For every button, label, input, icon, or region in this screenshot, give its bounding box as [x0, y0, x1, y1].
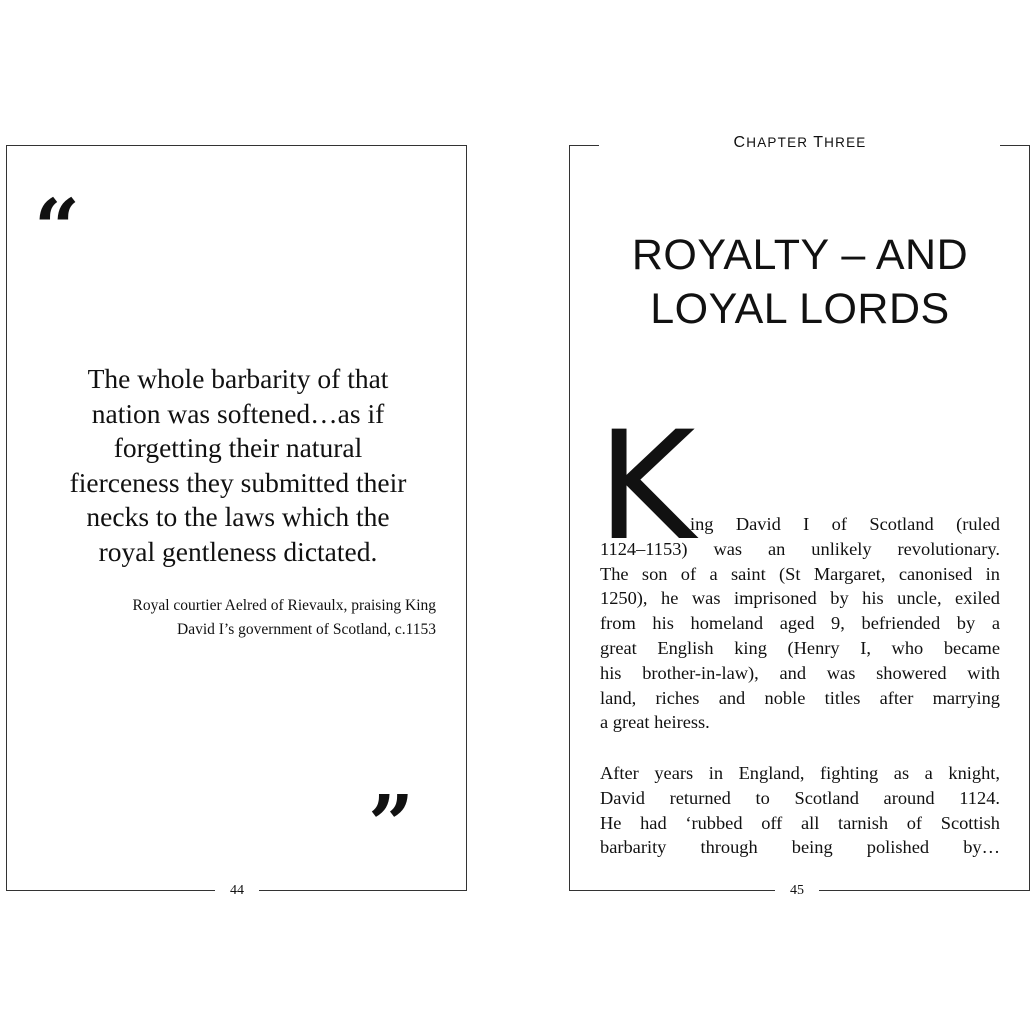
close-quote-mark: ”: [368, 777, 415, 871]
chapter-title: [570, 228, 1030, 336]
open-quote-mark: “: [34, 181, 81, 275]
running-head-word: HAPTER: [746, 135, 809, 150]
body-line: After years in England, fighting as a knight,: [600, 763, 1000, 783]
body-line: great English king (Henry I, who became: [600, 637, 1000, 658]
body-line: David returned to Scotland around 1124.: [600, 787, 1000, 808]
page-number-right: 45: [775, 881, 819, 901]
running-head: [600, 133, 1000, 153]
body-line: He had ‘rubbed off all tarnish of Scottish: [600, 812, 1000, 833]
body-line: 1250), he was imprisoned by his uncle, exiled: [600, 588, 1000, 609]
attribution-line: Royal courtier Aelred of Rievaulx, praising King: [132, 597, 436, 614]
page-border-top-left-segment: [569, 145, 599, 146]
quote-line: The whole barbarity of that: [87, 363, 389, 394]
body-line: a great heiress.: [600, 712, 710, 733]
body-line: ing David I of Scotland (ruled: [690, 514, 1000, 534]
body-line: from his homeland aged 9, befriended by a: [600, 613, 1000, 634]
quote-text: [22, 362, 454, 569]
page-border-top-right-segment: [1000, 145, 1030, 146]
quote-line: fierceness they submitted their: [69, 466, 407, 498]
chapter-title-line: ROYALTY – AND: [631, 231, 969, 279]
running-head-word: HREE: [824, 135, 867, 150]
body-line: 1124–1153) was an unlikely revolutionary.: [600, 538, 1000, 559]
chapter-title-line: LOYAL LORDS: [650, 285, 950, 333]
body-line: The son of a saint (St Margaret, canonised in: [600, 563, 1000, 584]
body-line: land, riches and noble titles after marrying: [600, 687, 1000, 708]
attribution-line: David I’s government of Scotland, c.1153: [177, 621, 436, 638]
quote-line: royal gentleness dictated.: [98, 535, 378, 567]
quote-line: forgetting their natural: [113, 432, 363, 463]
body-line: his brother-in-law), and was showered with: [600, 662, 1000, 683]
running-head-initial: T: [813, 134, 825, 151]
quote-line: necks to the laws which the: [86, 501, 390, 532]
body-paragraph-1: [600, 512, 1000, 735]
quote-line: nation was softened…as if: [91, 397, 385, 429]
drop-cap: K: [597, 400, 690, 574]
running-head-initial: C: [733, 134, 747, 151]
body-line: barbarity through being polished by…: [600, 837, 1000, 858]
quote-attribution: [60, 594, 436, 642]
page-number-left: 44: [215, 881, 259, 901]
body-paragraph-2: [600, 761, 1000, 860]
